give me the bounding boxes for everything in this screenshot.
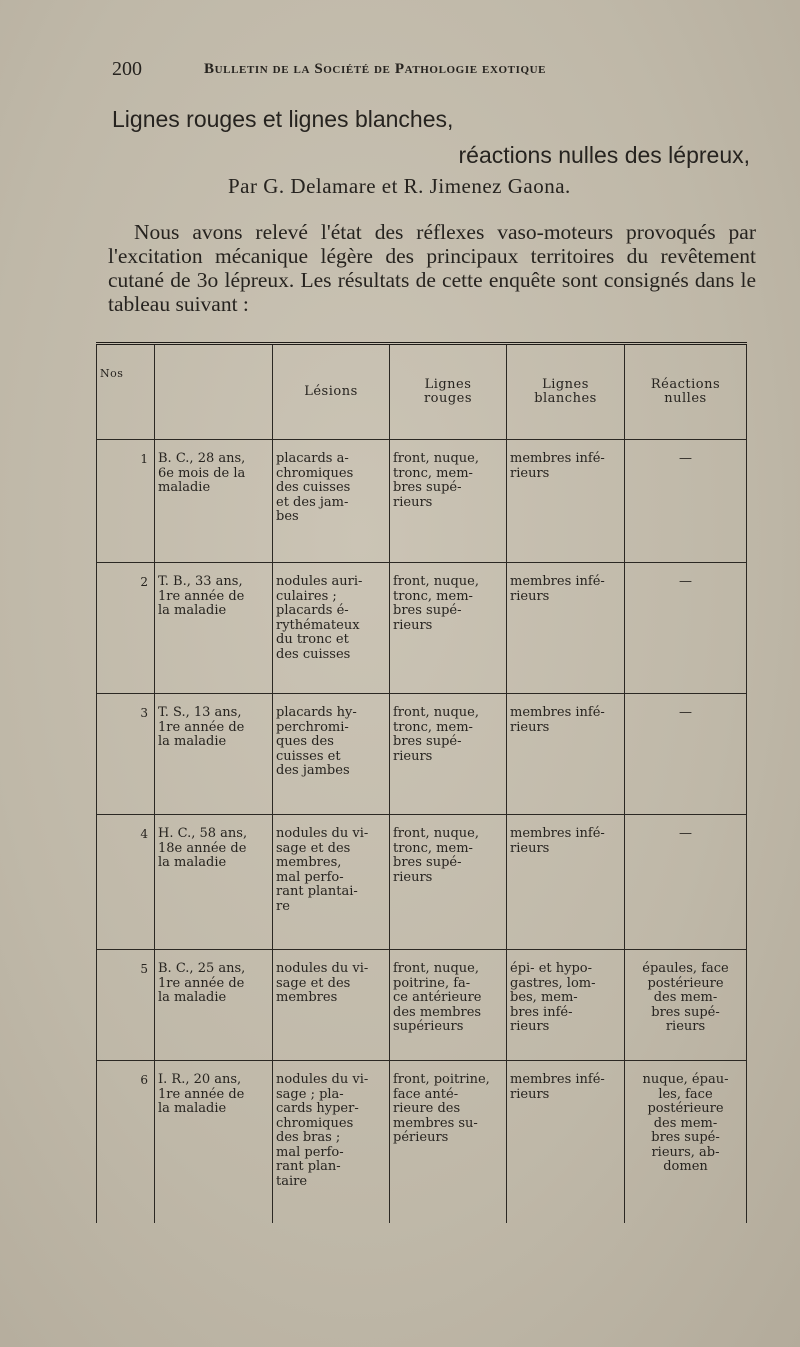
table-row [97,694,747,815]
cell-number: 5 [97,950,155,1061]
intro-text: Nous avons relevé l'état des réflexes vaso-moteurs provoqués par l'excitation mécanique légère des principaux territoires du revêtement cutané de 3o lépreux. Les résultats de cette enquête sont consignés dans le tableau suivant : [108,220,756,316]
cell-patient: B. C., 25 ans, 1re année de la maladie [155,950,273,1061]
cell-patient: B. C., 28 ans, 6e mois de la maladie [155,440,273,563]
cell-patient: I. R., 20 ans, 1re année de la maladie [155,1061,273,1224]
cell-lignes-rouges: front, nuque, tronc, mem- bres supé- rieurs [390,815,507,950]
article-title-line2: réactions nulles des lépreux, [458,142,750,168]
page-number: 200 [112,58,142,80]
cell-lesions: nodules auri- culaires ; placards é- rythémateux du tronc et des cuisses [273,563,390,694]
intro-paragraph [108,220,756,316]
cell-number: 1 [97,440,155,563]
cell-lesions: placards a- chromiques des cuisses et des jam- bes [273,440,390,563]
cell-reactions-nulles: — [625,815,747,950]
cell-reactions-nulles: — [625,694,747,815]
cell-lignes-blanches: membres infé- rieurs [507,694,625,815]
header-lesions: Lésions [273,344,390,440]
header-numbers: Nos [97,344,155,440]
cell-patient: T. B., 33 ans, 1re année de la maladie [155,563,273,694]
cell-patient: H. C., 58 ans, 18e année de la maladie [155,815,273,950]
article-authors: Par G. Delamare et R. Jimenez Gaona. [228,174,571,198]
cell-lignes-rouges: front, nuque, tronc, mem- bres supé- rieurs [390,563,507,694]
cell-patient: T. S., 13 ans, 1re année de la maladie [155,694,273,815]
cell-reactions-nulles: — [625,440,747,563]
cell-lesions: placards hy- perchromi- ques des cuisses et des jambes [273,694,390,815]
cell-reactions-nulles: épaules, face postérieure des mem- bres supé- rieurs [625,950,747,1061]
cell-reactions-nulles: — [625,563,747,694]
results-table [96,342,747,1223]
cell-lesions: nodules du vi- sage ; pla- cards hyper- chromiques des bras ; mal perfo- rant plan- taire [273,1061,390,1224]
cell-lignes-blanches: membres infé- rieurs [507,440,625,563]
cell-lignes-blanches: membres infé- rieurs [507,563,625,694]
cell-number: 4 [97,815,155,950]
cell-lignes-rouges: front, nuque, poitrine, fa- ce antérieure des membres supérieurs [390,950,507,1061]
journal-title: Bulletin de la Société de Pathologie exotique [204,61,547,77]
cell-lignes-rouges: front, nuque, tronc, mem- bres supé- rieurs [390,440,507,563]
cell-lignes-blanches: épi- et hypo- gastres, lom- bes, mem- bres infé- rieurs [507,950,625,1061]
cell-lignes-blanches: membres infé- rieurs [507,815,625,950]
results-table-wrap [96,342,746,1192]
table-row [97,815,747,950]
cell-lignes-rouges: front, nuque, tronc, mem- bres supé- rieurs [390,694,507,815]
cell-number: 3 [97,694,155,815]
cell-number: 2 [97,563,155,694]
article-title-line1: Lignes rouges et lignes blanches, [112,106,454,132]
table-row [97,1061,747,1224]
cell-reactions-nulles: nuque, épau- les, face postérieure des mem- bres supé- rieurs, ab- domen [625,1061,747,1224]
table-header-row [97,344,747,440]
cell-lignes-rouges: front, poitrine, face anté- rieure des membres su- périeurs [390,1061,507,1224]
cell-lesions: nodules du vi- sage et des membres [273,950,390,1061]
header-patient [155,344,273,440]
cell-number: 6 [97,1061,155,1224]
header-reactions-nulles: Réactions nulles [625,344,747,440]
cell-lesions: nodules du vi- sage et des membres, mal perfo- rant plantai- re [273,815,390,950]
header-lignes-rouges: Lignes rouges [390,344,507,440]
table-row [97,440,747,563]
table-row [97,563,747,694]
table-row [97,950,747,1061]
header-lignes-blanches: Lignes blanches [507,344,625,440]
cell-lignes-blanches: membres infé- rieurs [507,1061,625,1224]
